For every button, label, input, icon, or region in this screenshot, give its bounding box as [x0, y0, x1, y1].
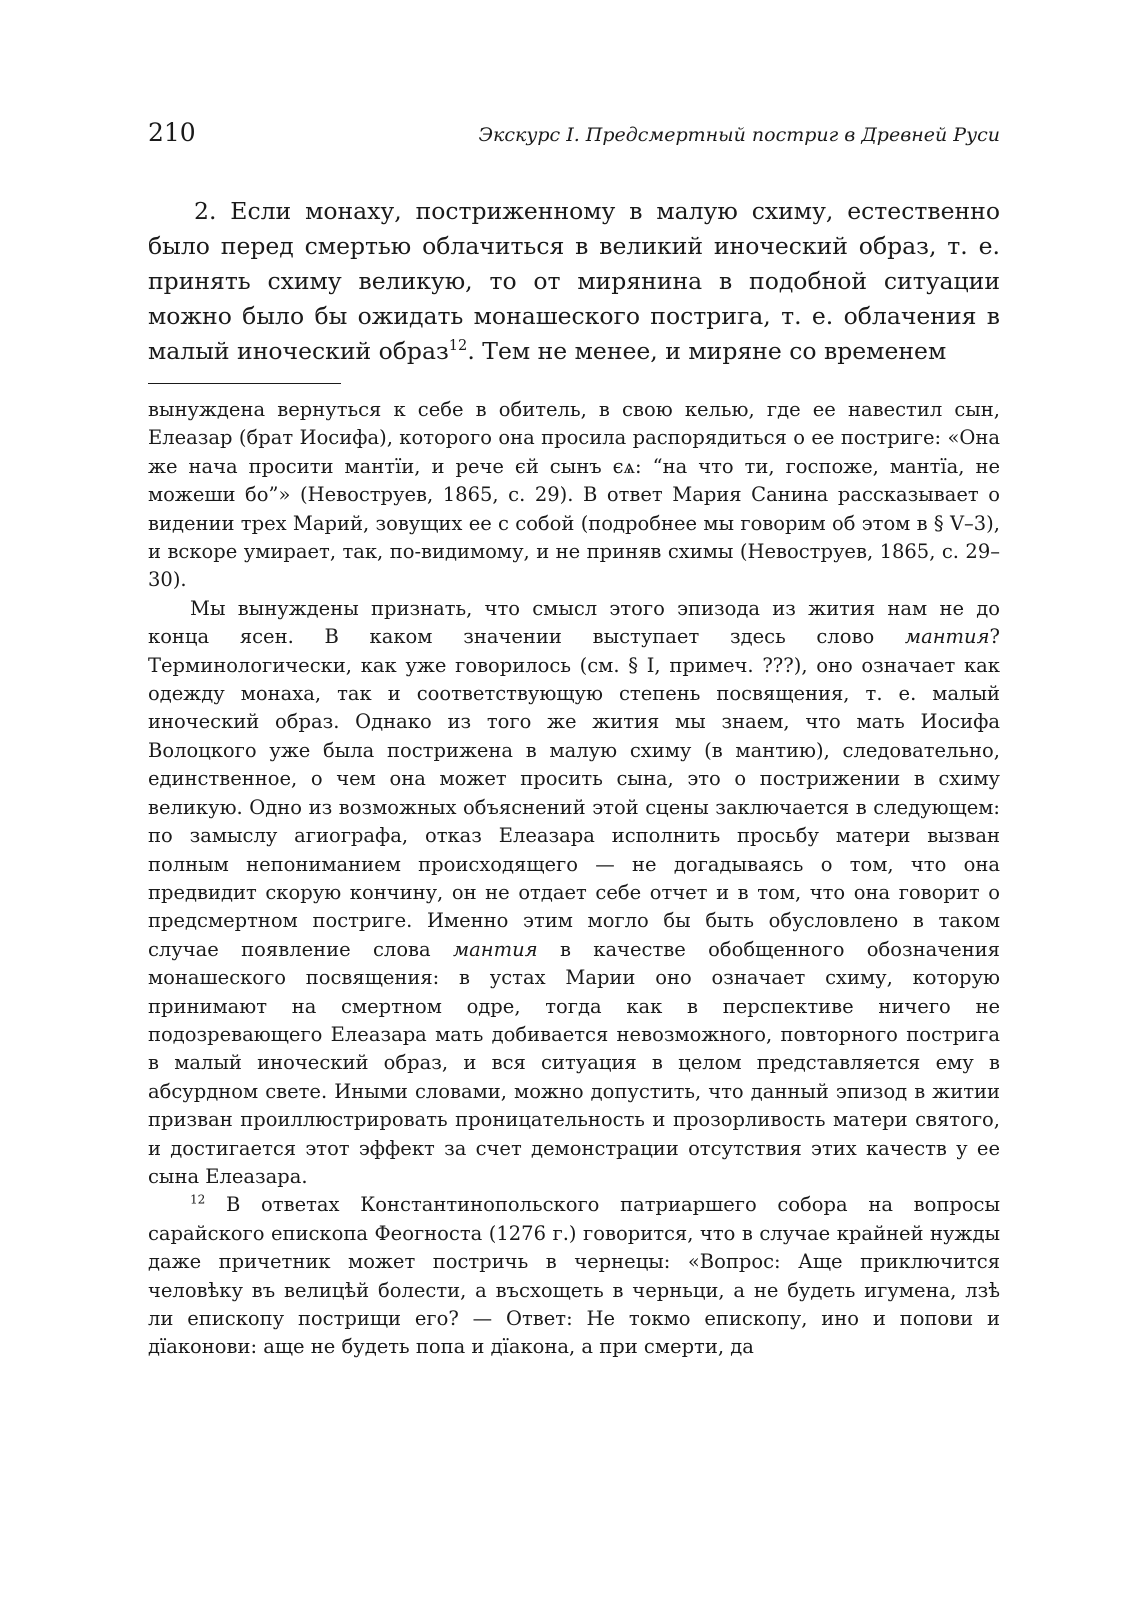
footnote-text: ? Терминологически, как уже говорилось (см. § I, примеч. ???), оно означает как одежду монаха, так и соответствующую степень посвящения, т. е. малый иноческий образ. Однако из того же жития мы знаем, что мать Иосифа Волоцкого уже была пострижена в малую схиму (в мантию), следовательно, единственное, о чем она может просить сына, это о пострижении в схиму великую. Одно из возможных объяснений этой сцены заключается в следующем: по замыслу агиографа, отказ Елеазара исполнить просьбу матери вызван полным непониманием происходящего — не догадываясь о том, что она предвидит скорую кончину, он не отдает себе отчет и в том, что она говорит о предсмертном постриге. Именно этим могло бы быть обусловлено в таком случае появление слова — [148, 625, 1000, 961]
italic-term: мантия — [904, 625, 990, 649]
running-head — [148, 118, 1000, 148]
footnote-reference: 12 — [448, 337, 468, 355]
footnote-12 — [148, 1191, 1000, 1361]
footnote-text: Мы вынуждены признать, что смысл этого эпизода из жития нам не до конца ясен. В каком значении выступает здесь слово — [148, 596, 1000, 649]
main-paragraph-text: 2. Если монаху, постриженному в малую схиму, естественно было перед смертью облачиться в великий иноческий образ, т. е. принять схиму великую, то от мирянина в подобной ситуации можно было бы ожидать монашеского пострига, т. е. облачения в малый иноческий образ — [148, 197, 1000, 365]
book-page — [148, 118, 1000, 1362]
footnote-separator — [148, 383, 341, 384]
footnote-text: в качестве обобщенного обозначения монашеского посвящения: в устах Марии оно означает схиму, которую принимают на смертном одре, тогда как в перспективе ничего не подозревающего Елеазара мать добивается невозможного, повторного пострига в малый иноческий образ, и вся ситуация в целом представляется ему в абсурдном свете. Иными словами, можно допустить, что данный эпизод в житии призван проиллюстрировать проницательность и прозорливость матери святого, и достигается этот эффект за счет демонстрации отсутствия этих качеств у ее сына Елеазара. — [148, 937, 1000, 1188]
footnote-paragraph — [148, 595, 1000, 1192]
italic-term: мантия — [453, 937, 538, 961]
main-paragraph-text-end: . Тем не менее, и миряне со временем — [467, 337, 947, 365]
footnote-continuation: вынуждена вернуться к себе в обитель, в свою келью, где ее навестил сын, Елеазар (брат Иосифа), которого она просила распорядиться о ее постриге: «Она же нача просити мантïи, и рече єй сынъ єѧ: “на что ти, госпоже, мантïа, не можеши бо”» (Невоструев, 1865, с. 29). В ответ Мария Санина рассказывает о видении трех Марий, зовущих ее с собой (подробнее мы говорим об этом в § V–3), и вскоре умирает, так, по-видимому, и не приняв схимы (Невоструев, 1865, с. 29–30). — [148, 398, 1000, 592]
footnotes-section — [148, 396, 1000, 1362]
main-paragraph — [148, 194, 1000, 369]
running-title: Экскурс I. Предсмертный постриг в Древней Руси — [478, 124, 1000, 146]
page-number: 210 — [148, 118, 196, 147]
footnote-number: 12 — [190, 1192, 206, 1207]
footnote-12-text: В ответах Константинопольского патриаршего собора на вопросы сарайского епископа Феогноста (1276 г.) говорится, что в случае крайней нужды даже причетник может постричь в чернецы: «Вопрос: Аще приключится человѣку въ велицѣй болести, а въсхощеть в черньци, а не будеть игумена, лзѣ ли епископу пострищи его? — Ответ: Не токмо епископу, ино и попови и дïаконови: аще не будеть попа и дïакона, а при смерти, да — [148, 1193, 1000, 1359]
